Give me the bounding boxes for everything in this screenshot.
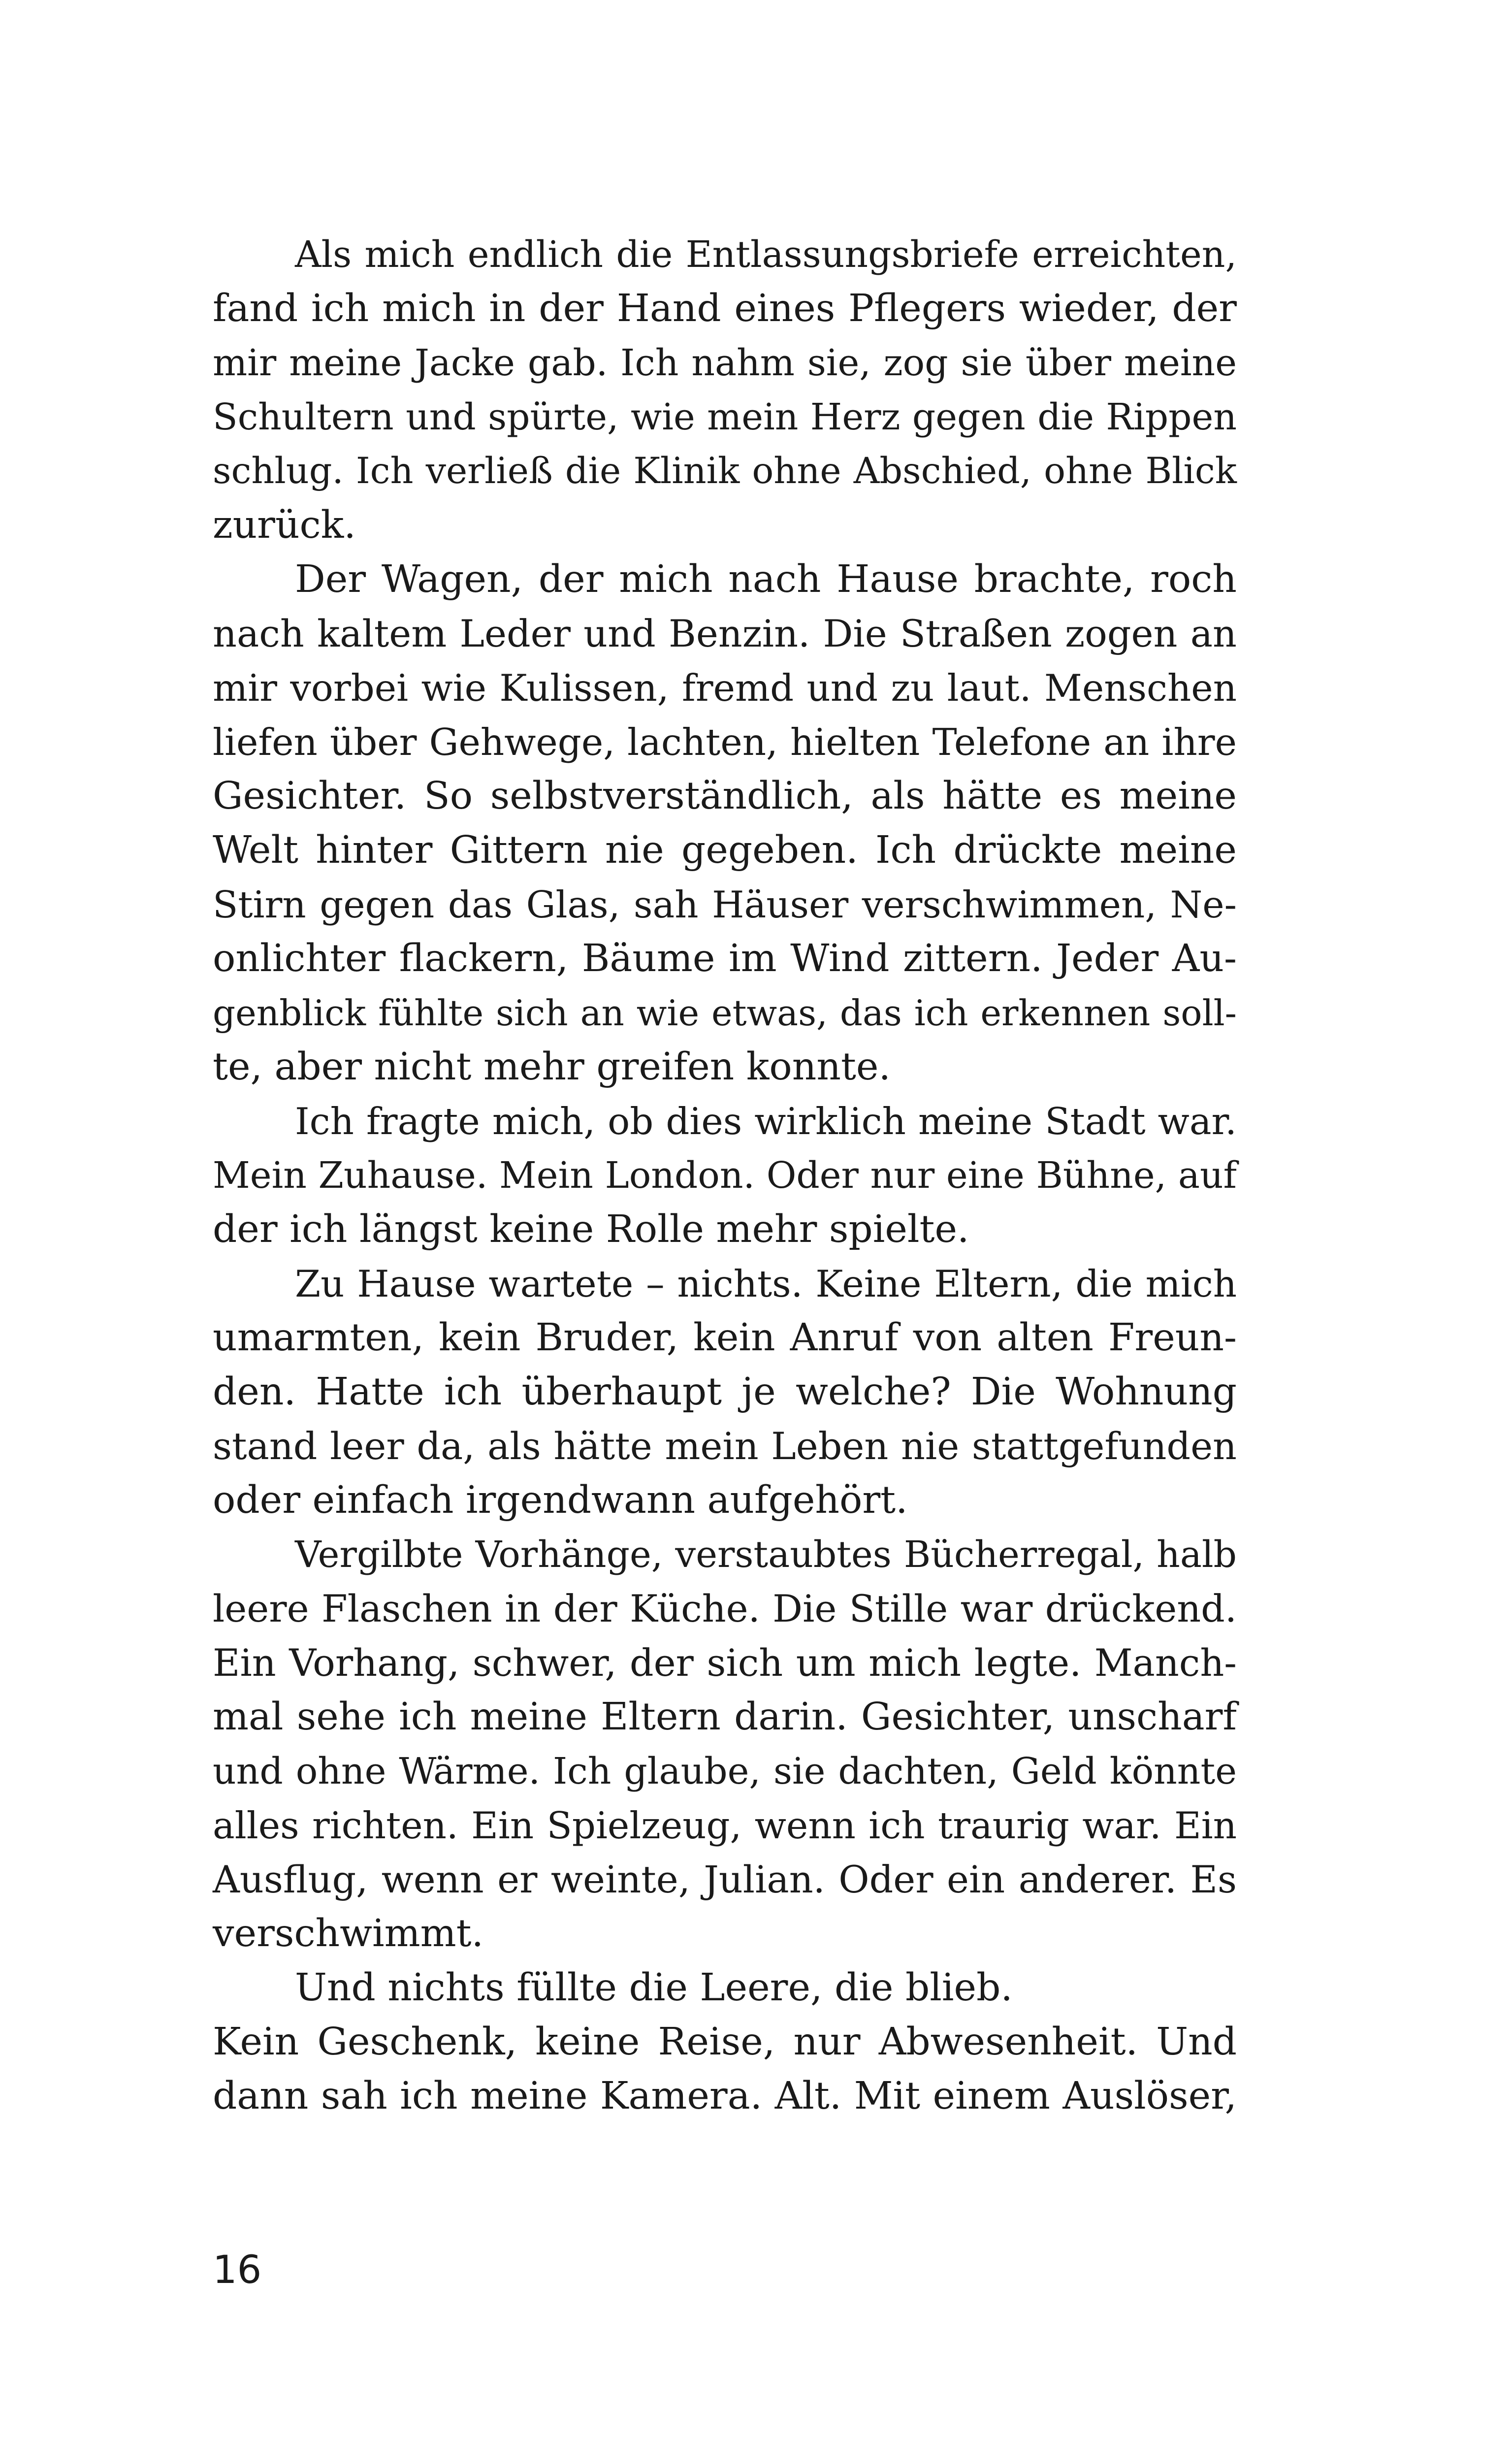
- text-line: leere Flaschen in der Küche. Die Stille war drückend.: [213, 1587, 1237, 1630]
- text-line: mal sehe ich meine Eltern darin. Gesichter, unscharf: [213, 1695, 1237, 1739]
- text-line: verschwimmt.: [213, 1912, 484, 1955]
- text-line: Gesichter. So selbstverständlich, als hätte es meine: [213, 774, 1237, 818]
- text-line: alles richten. Ein Spielzeug, wenn ich traurig war. Ein: [213, 1804, 1237, 1847]
- text-line: Kein Geschenk, keine Reise, nur Abwesenheit. Und: [213, 2020, 1237, 2064]
- text-line: Der Wagen, der mich nach Hause brachte, roch: [295, 557, 1237, 601]
- text-line: umarmten, kein Bruder, kein Anruf von alten Freun-: [213, 1316, 1237, 1360]
- text-line: Und nichts füllte die Leere, die blieb.: [295, 1966, 1013, 2010]
- text-line: und ohne Wärme. Ich glaube, sie dachten, Geld könnte: [213, 1750, 1237, 1792]
- text-line: dann sah ich meine Kamera. Alt. Mit einem Auslöser,: [213, 2074, 1237, 2118]
- text-line: Stirn gegen das Glas, sah Häuser verschwimmen, Ne-: [213, 883, 1237, 926]
- page-number: 16: [213, 2248, 262, 2292]
- text-line: Ich fragte mich, ob dies wirklich meine Stadt war.: [295, 1100, 1237, 1143]
- text-line: nach kaltem Leder und Benzin. Die Straßen zogen an: [213, 612, 1237, 655]
- text-line: te, aber nicht mehr greifen konnte.: [213, 1045, 891, 1089]
- text-line: onlichter flackern, Bäume im Wind zittern. Jeder Au-: [213, 937, 1237, 980]
- text-line: Zu Hause wartete – nichts. Keine Eltern, die mich: [295, 1262, 1237, 1305]
- text-line: mir vorbei wie Kulissen, fremd und zu laut. Menschen: [213, 666, 1237, 710]
- text-line: Mein Zuhause. Mein London. Oder nur eine Bühne, auf: [213, 1154, 1237, 1197]
- text-line: Vergilbte Vorhänge, verstaubtes Bücherregal, halb: [295, 1533, 1237, 1576]
- text-line: stand leer da, als hätte mein Leben nie stattgefunden: [213, 1424, 1237, 1468]
- text-line: schlug. Ich verließ die Klinik ohne Abschied, ohne Blick: [213, 450, 1237, 492]
- text-line: Ein Vorhang, schwer, der sich um mich legte. Manch-: [213, 1641, 1237, 1685]
- text-line: Welt hinter Gittern nie gegeben. Ich drückte meine: [213, 828, 1237, 872]
- text-line: oder einfach irgendwann aufgehört.: [213, 1478, 908, 1522]
- text-line: mir meine Jacke gab. Ich nahm sie, zog sie über meine: [213, 342, 1237, 384]
- body-text: [213, 228, 1237, 2123]
- text-line: genblick fühlte sich an wie etwas, das ich erkennen soll-: [213, 992, 1237, 1034]
- text-line: Schultern und spürte, wie mein Herz gegen die Rippen: [213, 396, 1237, 438]
- text-line: den. Hatte ich überhaupt je welche? Die Wohnung: [213, 1370, 1237, 1414]
- text-line: Ausflug, wenn er weinte, Julian. Oder ein anderer. Es: [213, 1857, 1237, 1901]
- text-line: fand ich mich in der Hand eines Pflegers wieder, der: [213, 287, 1237, 330]
- text-line: der ich längst keine Rolle mehr spielte.: [213, 1207, 969, 1251]
- text-line: Als mich endlich die Entlassungsbriefe erreichten,: [295, 233, 1237, 276]
- text-line: liefen über Gehwege, lachten, hielten Telefone an ihre: [213, 720, 1237, 764]
- text-line: zurück.: [213, 503, 356, 547]
